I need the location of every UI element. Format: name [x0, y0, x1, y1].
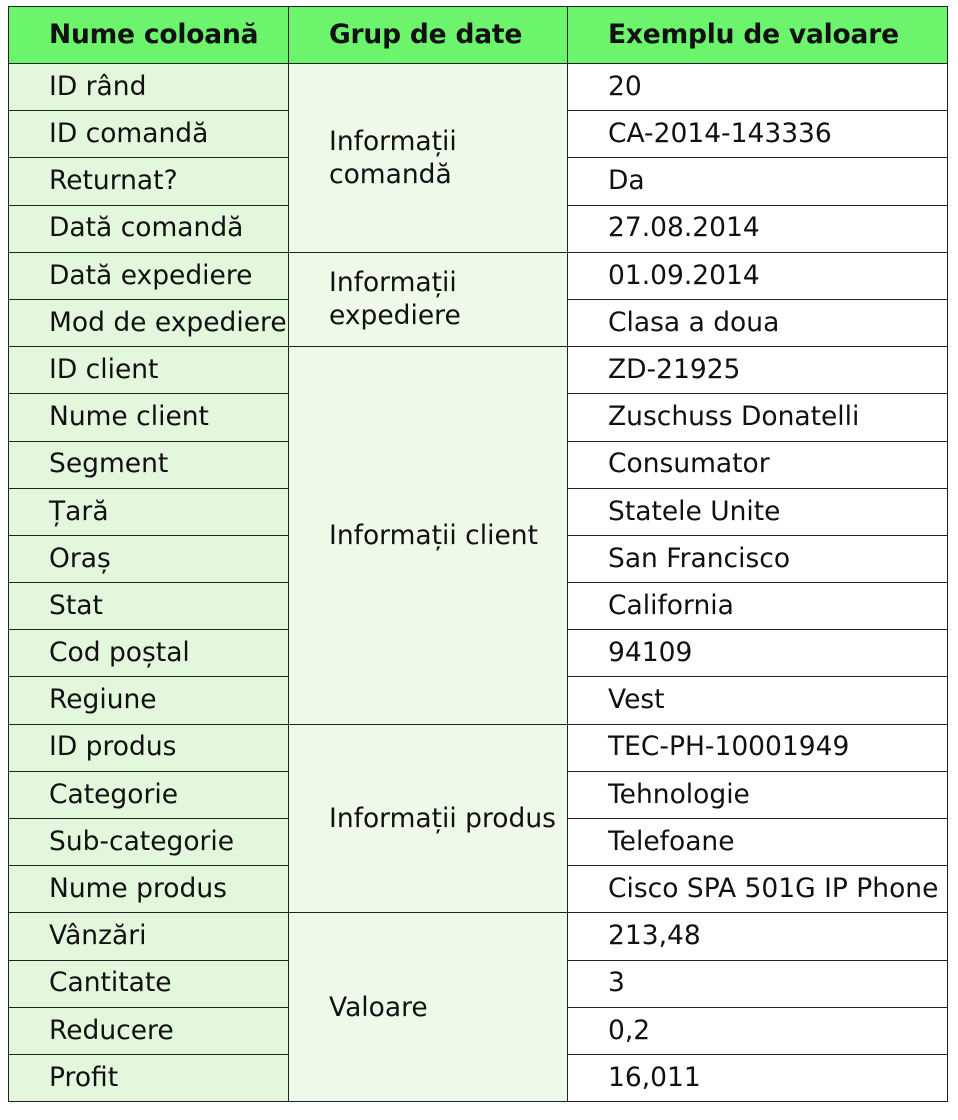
data-group-cell: Informații produs	[289, 724, 568, 913]
column-name-cell: Oraș	[9, 535, 289, 582]
column-name-cell: ID rând	[9, 64, 289, 111]
example-value-cell: Zuschuss Donatelli	[568, 394, 948, 441]
table-body	[9, 64, 948, 1102]
header-example-value: Exemplu de valoare	[568, 7, 948, 64]
example-value-cell: Da	[568, 158, 948, 205]
table-row	[9, 913, 948, 960]
example-value-cell: Telefoane	[568, 819, 948, 866]
column-name-cell: Categorie	[9, 771, 289, 818]
column-name-cell: Mod de expediere	[9, 299, 289, 346]
table-header	[9, 7, 948, 64]
header-data-group: Grup de date	[289, 7, 568, 64]
header-column-name: Nume coloană	[9, 7, 289, 64]
example-value-cell: Cisco SPA 501G IP Phone	[568, 866, 948, 913]
table-row	[9, 724, 948, 771]
data-group-cell: Informații client	[289, 347, 568, 725]
data-group-cell: Valoare	[289, 913, 568, 1102]
column-name-cell: Regiune	[9, 677, 289, 724]
column-name-cell: Stat	[9, 583, 289, 630]
column-name-cell: Vânzări	[9, 913, 289, 960]
column-name-cell: Nume produs	[9, 866, 289, 913]
example-value-cell: 94109	[568, 630, 948, 677]
example-value-cell: Statele Unite	[568, 488, 948, 535]
example-value-cell: 3	[568, 960, 948, 1007]
header-row	[9, 7, 948, 64]
column-name-cell: Returnat?	[9, 158, 289, 205]
example-value-cell: San Francisco	[568, 535, 948, 582]
column-name-cell: Profit	[9, 1054, 289, 1101]
column-name-cell: Țară	[9, 488, 289, 535]
column-name-cell: Cantitate	[9, 960, 289, 1007]
column-name-cell: Dată expediere	[9, 252, 289, 299]
example-value-cell: ZD-21925	[568, 347, 948, 394]
data-dictionary-table	[8, 6, 948, 1102]
example-value-cell: TEC-PH-10001949	[568, 724, 948, 771]
example-value-cell: Tehnologie	[568, 771, 948, 818]
column-name-cell: ID comandă	[9, 111, 289, 158]
column-name-cell: Dată comandă	[9, 205, 289, 252]
example-value-cell: 27.08.2014	[568, 205, 948, 252]
example-value-cell: 213,48	[568, 913, 948, 960]
example-value-cell: 20	[568, 64, 948, 111]
column-name-cell: ID produs	[9, 724, 289, 771]
column-name-cell: Sub-categorie	[9, 819, 289, 866]
table-row	[9, 252, 948, 299]
data-group-cell: Informații comandă	[289, 64, 568, 253]
example-value-cell: Clasa a doua	[568, 299, 948, 346]
example-value-cell: 01.09.2014	[568, 252, 948, 299]
example-value-cell: 16,011	[568, 1054, 948, 1101]
example-value-cell: CA-2014-143336	[568, 111, 948, 158]
column-name-cell: ID client	[9, 347, 289, 394]
column-name-cell: Nume client	[9, 394, 289, 441]
column-name-cell: Segment	[9, 441, 289, 488]
data-group-cell: Informații expediere	[289, 252, 568, 346]
table-row	[9, 347, 948, 394]
example-value-cell: Consumator	[568, 441, 948, 488]
example-value-cell: 0,2	[568, 1007, 948, 1054]
example-value-cell: California	[568, 583, 948, 630]
column-name-cell: Cod poștal	[9, 630, 289, 677]
column-name-cell: Reducere	[9, 1007, 289, 1054]
table-row	[9, 64, 948, 111]
example-value-cell: Vest	[568, 677, 948, 724]
